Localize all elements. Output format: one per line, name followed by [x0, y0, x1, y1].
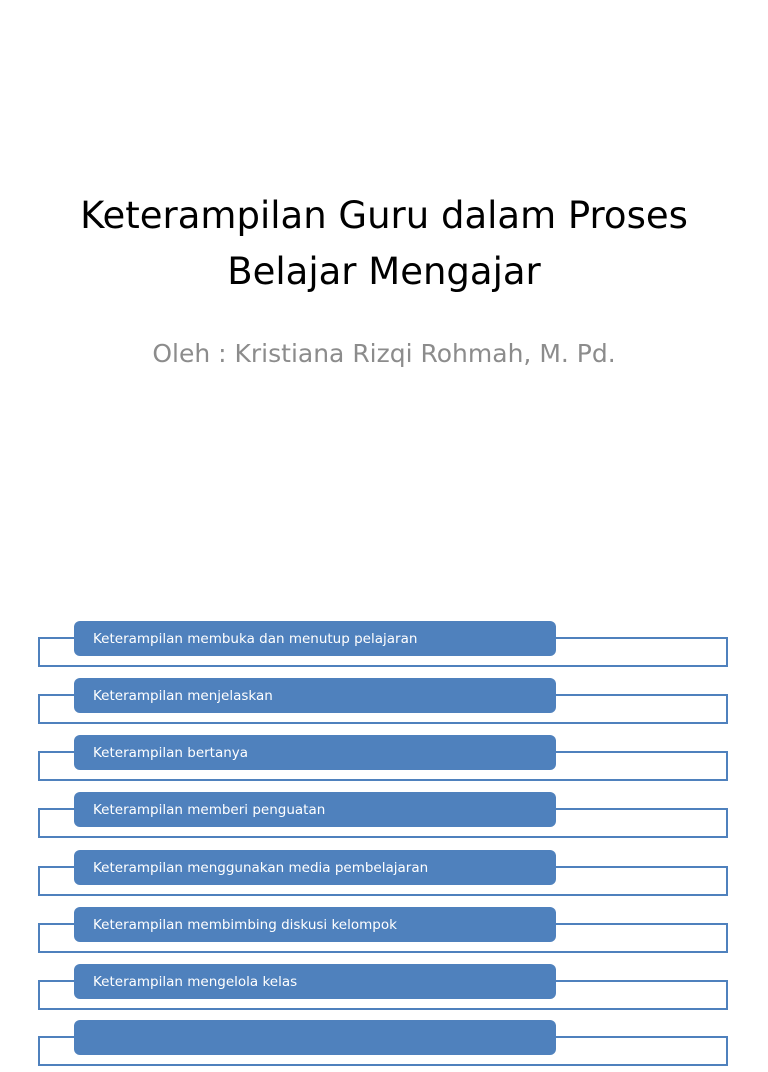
- slide-title: [40, 188, 728, 300]
- list-item-label: Keterampilan mengelola kelas: [74, 964, 556, 999]
- list-item: [0, 678, 768, 730]
- list-item-label: [74, 1020, 556, 1055]
- list-item: [0, 735, 768, 787]
- list-item-label: Keterampilan menggunakan media pembelajaran: [74, 850, 556, 885]
- slide-subtitle: Oleh : Kristiana Rizqi Rohmah, M. Pd.: [152, 339, 616, 368]
- list-item-label: Keterampilan memberi penguatan: [74, 792, 556, 827]
- list-item: [0, 907, 768, 959]
- list-item: [0, 621, 768, 673]
- list-item-label: Keterampilan membimbing diskusi kelompok: [74, 907, 556, 942]
- list-item: [0, 850, 768, 902]
- list-item-label: Keterampilan bertanya: [74, 735, 556, 770]
- list-item: [0, 792, 768, 844]
- slide-title-line-1: Keterampilan Guru dalam Proses: [80, 194, 688, 237]
- list-item-label: Keterampilan membuka dan menutup pelajaran: [74, 621, 556, 656]
- list-item-label: Keterampilan menjelaskan: [74, 678, 556, 713]
- list-item: [0, 964, 768, 1016]
- skills-list: [0, 576, 768, 1024]
- list-item: [0, 1020, 768, 1072]
- slide-title-line-2: Belajar Mengajar: [227, 250, 541, 293]
